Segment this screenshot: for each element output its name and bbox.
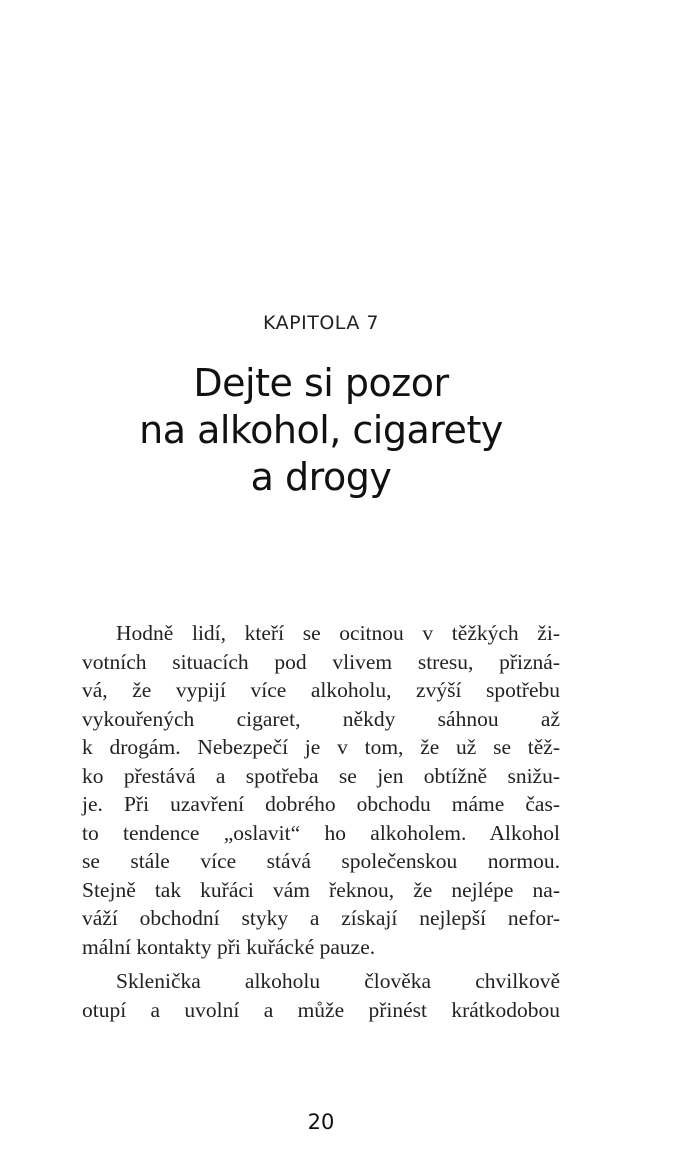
text-line: otupí a uvolní a může přinést krátkodobou [82,997,560,1022]
text-line: vykouřených cigaret, někdy sáhnou až [82,706,560,731]
text-line: Sklenička alkoholu člověka chvilkově [116,969,560,993]
chapter-label: KAPITOLA 7 [263,312,379,334]
text-line: vá, že vypijí více alkoholu, zvýší spotřebu [82,678,560,702]
body-text [82,619,560,1024]
text-line: váží obchodní styky a získají nejlepší nefor- [82,906,560,930]
paragraph [82,619,560,961]
chapter-title [0,360,642,501]
text-line: Hodně lidí, kteří se ocitnou v těžkých ži- [116,621,560,645]
text-line: to tendence „oslavit“ ho alkoholem. Alkohol [82,820,560,845]
text-line: k drogám. Nebezpečí je v tom, že už se těž- [82,735,560,759]
text-line: mální kontakty při kuřácké pauze. [82,934,376,959]
text-line: se stále více stává společenskou normou. [82,849,560,873]
chapter-title-line: na alkohol, cigarety [139,408,503,452]
text-line: ko přestává a spotřeba se jen obtížně snižu- [82,763,560,788]
paragraph [82,967,560,1024]
page-number: 20 [307,1110,335,1134]
chapter-title-line: Dejte si pozor [193,361,449,405]
text-line: Stejně tak kuřáci vám řeknou, že nejlépe na- [82,877,560,902]
chapter-title-line: a drogy [250,455,392,499]
text-line: votních situacích pod vlivem stresu, přizná- [82,649,560,674]
text-line: je. Při uzavření dobrého obchodu máme čas- [82,792,560,816]
